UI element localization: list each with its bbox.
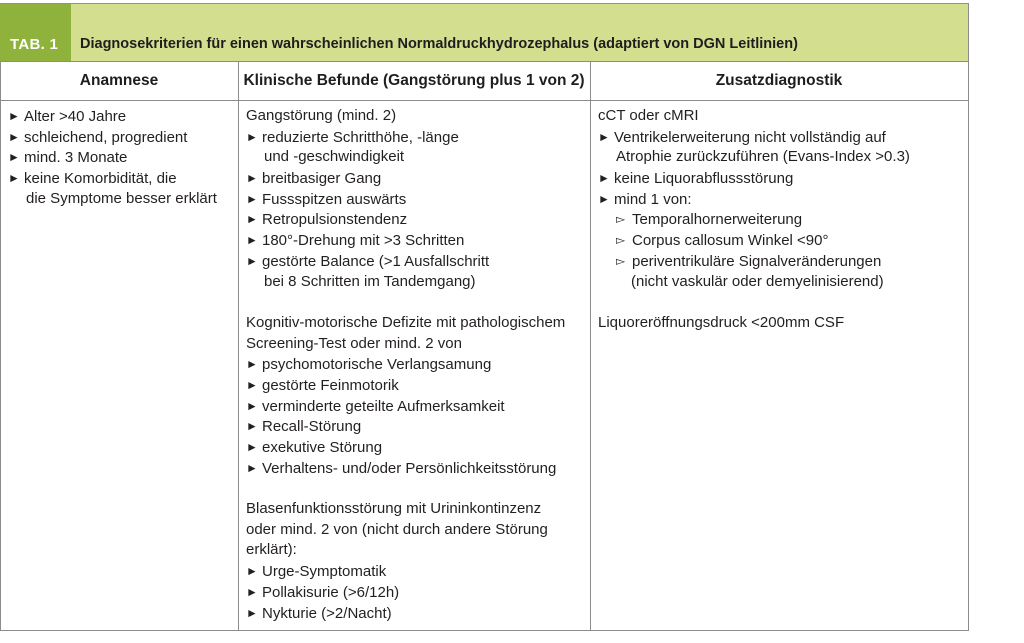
list-item: ► Pollakisurie (>6/12h) (246, 583, 400, 601)
column-divider (968, 3, 969, 631)
arrow-bullet-icon: ► (246, 419, 258, 434)
arrow-bullet-icon: ► (8, 109, 20, 123)
header-klinische-befunde: Klinische Befunde (Gangstörung plus 1 von 2) (243, 72, 585, 89)
list-item: ► Fussspitzen auswärts (246, 190, 407, 208)
list-item: ► Verhaltens- und/oder Persönlichkeitsstörung (246, 459, 557, 477)
table-title: Diagnosekriterien für einen wahrscheinlichen Normaldruckhydrozephalus (adaptiert von DGN Leitlinien) (80, 36, 798, 52)
arrow-bullet-icon: ► (246, 253, 258, 268)
outline-arrow-bullet-icon: ▻ (616, 233, 626, 248)
list-item: ► Retropulsionstendenz (246, 211, 408, 229)
list-item: ► 180°-Drehung mit >3 Schritten (246, 232, 465, 250)
sub-list-item: ▻ Corpus callosum Winkel <90° (616, 232, 829, 250)
list-item: ► Urge-Symptomatik (246, 563, 387, 581)
sub-list-item: ▻ periventrikuläre Signalveränderungen (616, 252, 882, 270)
arrow-bullet-icon: ► (246, 460, 258, 475)
header-anamnese: Anamnese (79, 72, 159, 89)
anamnese-column (8, 106, 236, 209)
list-item: ► Nykturie (>2/Nacht) (246, 604, 392, 622)
list-item: ► mind. 3 Monate (8, 149, 128, 167)
outline-arrow-bullet-icon: ▻ (616, 253, 626, 268)
arrow-bullet-icon: ► (598, 191, 610, 206)
list-item: ► mind 1 von: (598, 190, 692, 208)
arrow-bullet-icon: ► (246, 584, 258, 599)
arrow-bullet-icon: ► (598, 171, 610, 186)
outline-arrow-bullet-icon: ▻ (616, 212, 626, 227)
list-item: ► schleichend, progredient (8, 128, 188, 146)
list-item: ► psychomotorische Verlangsamung (246, 356, 492, 374)
list-item: ► keine Komorbidität, die (8, 170, 177, 188)
list-item: ► Recall-Störung (246, 418, 362, 436)
spacer (598, 292, 966, 313)
klinische-befunde-column (246, 106, 588, 623)
section-title-blase: Blasenfunktionsstörung mit Urininkontinzenz (246, 500, 542, 518)
arrow-bullet-icon: ► (598, 129, 610, 144)
header-zusatzdiagnostik: Zusatzdiagnostik (715, 72, 843, 89)
list-item: ► Ventrikelerweiterung nicht vollständig auf (598, 128, 886, 146)
list-item: ► exekutive Störung (246, 439, 383, 456)
column-divider (238, 61, 239, 631)
list-item: ► verminderte geteilte Aufmerksamkeit (246, 397, 505, 415)
arrow-bullet-icon: ► (246, 605, 258, 620)
spacer (246, 292, 588, 313)
column-divider (590, 61, 591, 631)
section-title-kognitiv: Kognitiv-motorische Defizite mit pathologischem (246, 313, 566, 331)
list-item-continuation: bei 8 Schritten im Tandemgang) (264, 272, 476, 290)
section-title-gangstoerung: Gangstörung (mind. 2) (246, 107, 397, 124)
table-bottom-border (0, 630, 969, 631)
zusatzdiagnostik-column (598, 106, 966, 334)
table-header-row (0, 61, 968, 101)
arrow-bullet-icon: ► (8, 171, 20, 186)
section-title-imaging: cCT oder cMRI (598, 107, 699, 124)
list-item: ► keine Liquorabflussstörung (598, 170, 794, 188)
section-title-blase-cont: erklärt): (246, 541, 297, 559)
column-divider (0, 61, 1, 631)
list-item-continuation: Atrophie zurückzuführen (Evans-Index >0.3) (616, 148, 910, 166)
spacer (246, 478, 588, 499)
list-item: ► gestörte Balance (>1 Ausfallschritt (246, 252, 490, 270)
table-number-label: TAB. 1 (0, 4, 71, 62)
sub-list-item-continuation: (nicht vaskulär oder demyelinisierend) (631, 272, 884, 290)
section-title-blase-cont: oder mind. 2 von (nicht durch andere Störung (246, 520, 548, 538)
arrow-bullet-icon: ► (246, 377, 258, 392)
list-item-continuation: die Symptome besser erklärt (26, 189, 217, 207)
list-item: ► Alter >40 Jahre (8, 108, 127, 125)
list-item-continuation: und -geschwindigkeit (264, 148, 405, 166)
arrow-bullet-icon: ► (246, 564, 258, 579)
pressure-criterion: Liquoreröffnungsdruck <200mm CSF (598, 313, 845, 331)
arrow-bullet-icon: ► (246, 357, 258, 372)
list-item: ► gestörte Feinmotorik (246, 376, 399, 394)
section-title-kognitiv-cont: Screening-Test oder mind. 2 von (246, 334, 462, 352)
arrow-bullet-icon: ► (246, 233, 258, 248)
sub-list-item: ▻ Temporalhornerweiterung (616, 211, 803, 229)
list-item: ► breitbasiger Gang (246, 170, 382, 188)
arrow-bullet-icon: ► (246, 212, 258, 227)
arrow-bullet-icon: ► (8, 129, 20, 144)
list-item: ► reduzierte Schritthöhe, -länge (246, 128, 459, 146)
arrow-bullet-icon: ► (246, 129, 258, 144)
arrow-bullet-icon: ► (246, 171, 258, 186)
arrow-bullet-icon: ► (8, 150, 20, 165)
arrow-bullet-icon: ► (246, 440, 258, 454)
arrow-bullet-icon: ► (246, 191, 258, 206)
arrow-bullet-icon: ► (246, 398, 258, 413)
table-title-bar (0, 3, 968, 62)
